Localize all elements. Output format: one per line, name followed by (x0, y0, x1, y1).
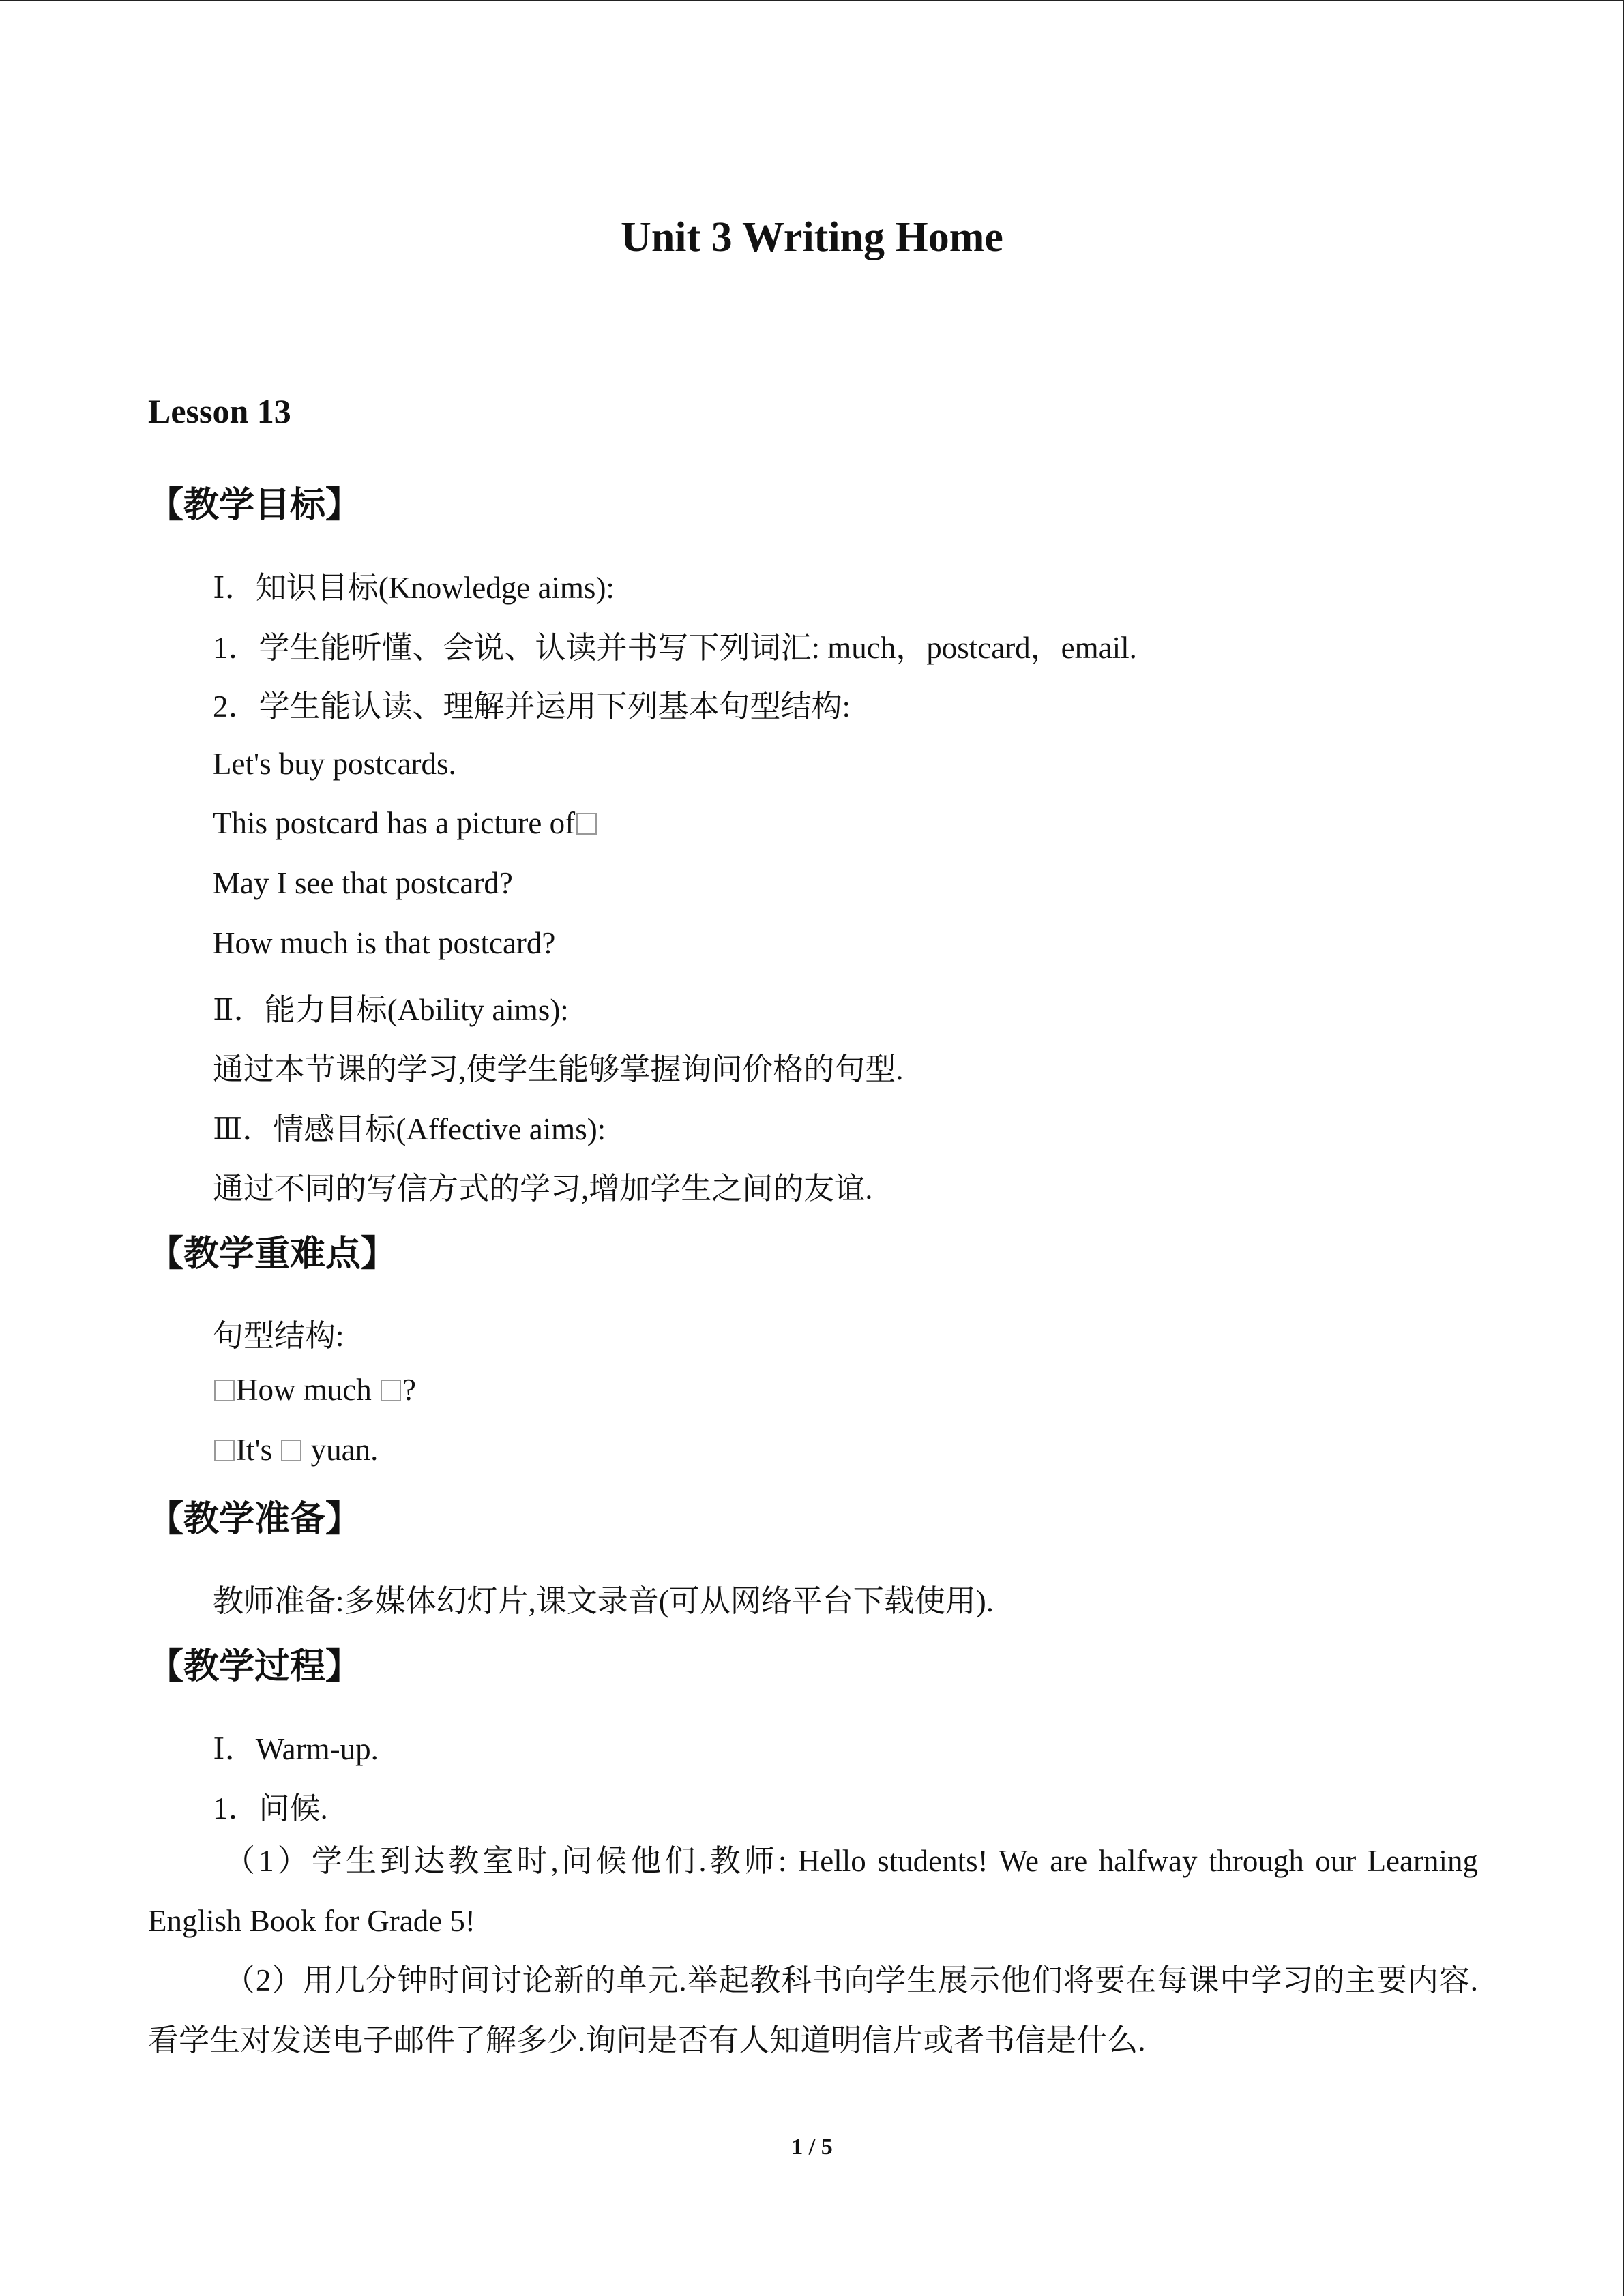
placeholder-box (214, 1440, 235, 1461)
lesson-heading: Lesson 13 (148, 392, 291, 430)
pattern-label: 句型结构: (213, 1319, 344, 1353)
sentence-4: How much is that postcard? (213, 926, 556, 960)
process-sub-greeting: 1．问候. (213, 1791, 328, 1825)
objective-item-1: 1．学生能听懂、会说、认读并书写下列词汇: much，postcard，email. (213, 631, 1137, 665)
section-heading-preparation: 【教学准备】 (148, 1499, 361, 1540)
placeholder-box (381, 1380, 401, 1401)
sentence-1: Let's buy postcards. (213, 747, 456, 781)
section-heading-process: 【教学过程】 (148, 1646, 361, 1687)
sentence-2: This postcard has a picture of (213, 806, 576, 840)
section-heading-objectives: 【教学目标】 (148, 485, 361, 526)
sentence-2-line (213, 805, 598, 841)
preparation-text: 教师准备:多媒体幻灯片,课文录音(可从网络平台下载使用). (213, 1584, 994, 1618)
pattern-1-end: ? (402, 1373, 416, 1407)
process-paragraph-1: （1）学生到达教室时,问候他们.教师: Hello students! We are halfway through our Learning English Book for Grade 5! (148, 1844, 1478, 1938)
process-step-warmup: Ⅰ．Warm-up. (213, 1732, 379, 1766)
pattern-1-text: How much (236, 1373, 379, 1407)
pattern-2-text: It's (236, 1433, 280, 1467)
document-title: Unit 3 Writing Home (621, 214, 1003, 260)
pattern-2-end: yuan. (303, 1433, 379, 1467)
section-heading-key-points: 【教学重难点】 (148, 1234, 397, 1274)
page-number: 1 / 5 (791, 2134, 833, 2160)
ability-aims-heading: Ⅱ．能力目标(Ability aims): (213, 993, 569, 1027)
affective-aims-heading: Ⅲ．情感目标(Affective aims): (213, 1112, 606, 1146)
placeholder-box (214, 1380, 235, 1401)
pattern-line-1 (213, 1372, 416, 1407)
objective-item-2: 2．学生能认读、理解并运用下列基本句型结构: (213, 689, 851, 724)
placeholder-box (576, 813, 597, 835)
ability-aims-text: 通过本节课的学习,使学生能够掌握询问价格的句型. (213, 1052, 904, 1086)
sentence-3: May I see that postcard? (213, 866, 513, 900)
placeholder-box (281, 1440, 301, 1461)
knowledge-aims-heading: Ⅰ．知识目标(Knowledge aims): (213, 571, 615, 605)
affective-aims-text: 通过不同的写信方式的学习,增加学生之间的友谊. (213, 1172, 873, 1206)
process-paragraph-2: （2）用几分钟时间讨论新的单元.举起教科书向学生展示他们将要在每课中学习的主要内容.看学生对发送电子邮件了解多少.询问是否有人知道明信片或者书信是什么. (148, 1963, 1478, 2057)
pattern-line-2 (213, 1432, 378, 1467)
